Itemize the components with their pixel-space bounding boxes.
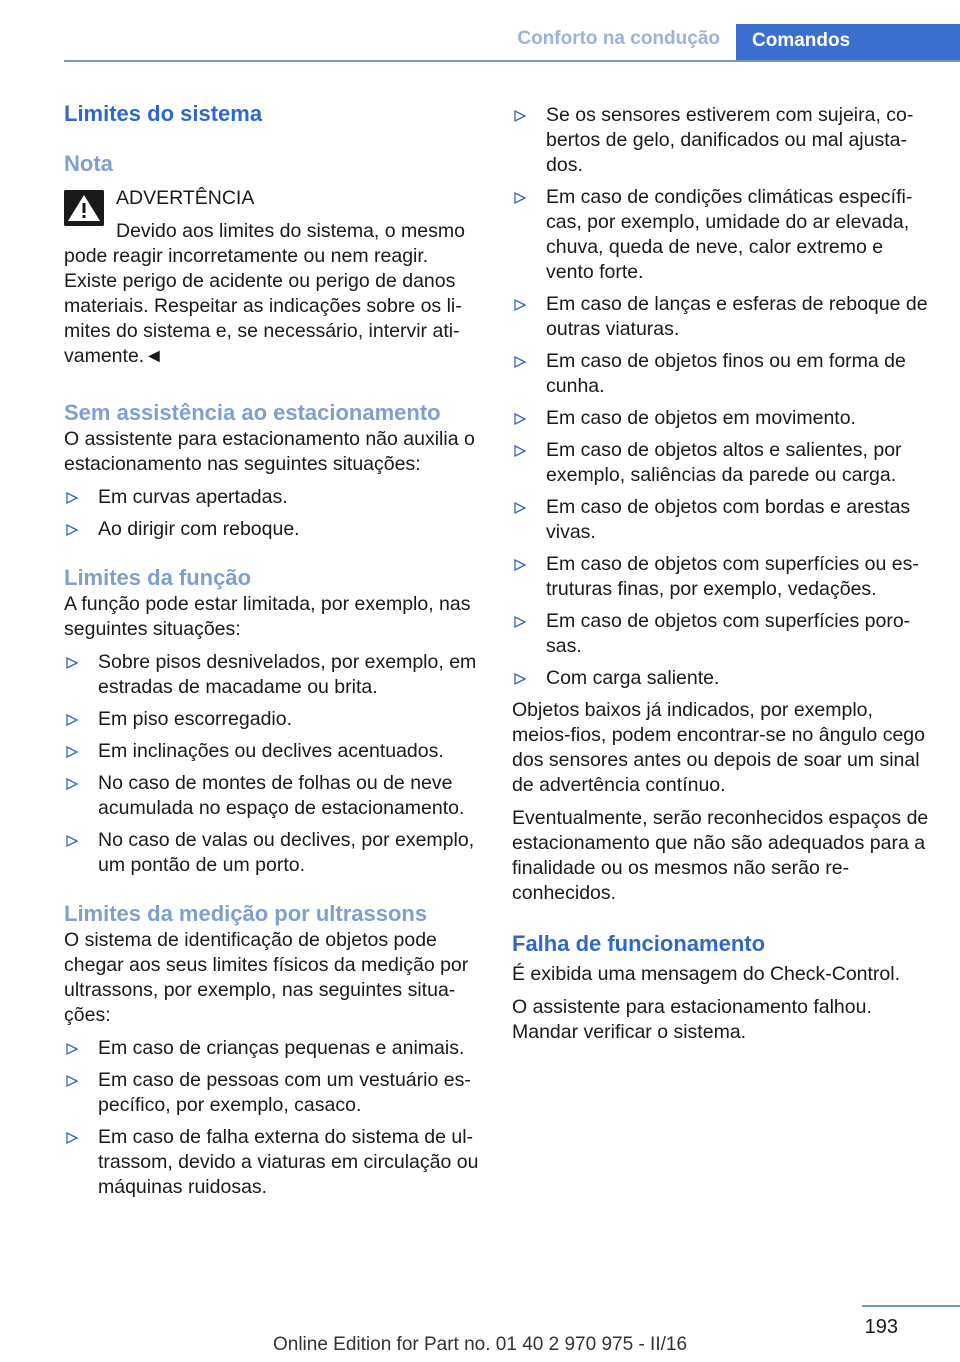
- ultrasonic-text: O sistema de identificação de objetos pode chegar aos seus limites físicos da medição por ultrassons, por exemplo, nas seguintes situa-ções:: [64, 929, 469, 1026]
- no-assist-title: Sem assistência ao estacionamento: [64, 400, 441, 425]
- warning-icon: [64, 190, 104, 226]
- page-number: 193: [864, 1316, 898, 1338]
- section-tab[interactable]: Conforto na condução: [517, 28, 720, 49]
- bullet-triangle-icon: [514, 559, 526, 571]
- list-item: Em caso de objetos com bordas e arestas vivas.: [512, 495, 930, 545]
- page-header: [64, 24, 960, 62]
- limits-title: Limites do sistema: [64, 101, 263, 126]
- list-item: Em piso escorregadio.: [64, 707, 482, 732]
- edition-footer: Online Edition for Part no. 01 40 2 970 975 - II/16: [272, 1334, 688, 1355]
- list-item: Em caso de objetos em movimento.: [512, 406, 930, 431]
- list-item: No caso de montes de folhas ou de neve acumulada no espaço de estacionamento.: [64, 771, 482, 821]
- list-item: Ao dirigir com reboque.: [64, 517, 482, 542]
- bullet-triangle-icon: [66, 835, 78, 847]
- bullet-triangle-icon: [66, 492, 78, 504]
- list-item: Em curvas apertadas.: [64, 485, 482, 510]
- right-condition-list: [512, 103, 930, 691]
- warning-text: Devido aos limites do sistema, o mesmo pode reagir incorretamente ou nem reagir. Existe perigo de acidente ou perigo de danos materiais. Respeitar as indicações sobre os li-mites do sistema e, se necessário, intervir ati-vamente.◄: [64, 220, 465, 367]
- ultrasonic-list: [64, 1036, 482, 1200]
- list-item: Em caso de objetos com superfícies poro-sas.: [512, 609, 930, 659]
- list-item: Em caso de crianças pequenas e animais.: [64, 1036, 482, 1061]
- note-title: Nota: [64, 151, 113, 176]
- warning-label: ADVERTÊNCIA: [116, 187, 255, 209]
- list-item: Sobre pisos desnivelados, por exemplo, em estradas de macadame ou brita.: [64, 650, 482, 700]
- bullet-triangle-icon: [514, 616, 526, 628]
- list-item: Em caso de objetos altos e salientes, por exemplo, saliências da parede ou carga.: [512, 438, 930, 488]
- list-item: Com carga saliente.: [512, 666, 930, 691]
- bullet-triangle-icon: [514, 413, 526, 425]
- malfunction-title: Falha de funcionamento: [512, 931, 766, 956]
- ultrasonic-title: Limites da medição por ultrassons: [64, 901, 428, 926]
- right-column: [512, 103, 930, 1045]
- header-divider: [64, 60, 960, 62]
- paragraph-low-objects: Objetos baixos já indicados, por exemplo, meios-fios, podem encontrar-se no ângulo cego dos sensores antes ou depois de soar um sinal de advertência contínuo.: [512, 699, 925, 796]
- bullet-triangle-icon: [66, 1075, 78, 1087]
- bullet-triangle-icon: [514, 192, 526, 204]
- bullet-triangle-icon: [66, 1043, 78, 1055]
- function-list: [64, 650, 482, 878]
- bullet-triangle-icon: [514, 110, 526, 122]
- list-item: No caso de valas ou declives, por exemplo, um pontão de um porto.: [64, 828, 482, 878]
- list-item: Em caso de objetos finos ou em forma de cunha.: [512, 349, 930, 399]
- paragraph-parking-spaces: Eventualmente, serão reconhecidos espaços de estacionamento que não são adequados para a finalidade ou os mesmos não serão re-conhecidos.: [512, 807, 929, 904]
- bullet-triangle-icon: [66, 714, 78, 726]
- no-assist-text: O assistente para estacionamento não auxilia o estacionamento nas seguintes situações:: [64, 428, 475, 475]
- bullet-triangle-icon: [514, 502, 526, 514]
- malfunction-text-2: O assistente para estacionamento falhou. Mandar verificar o sistema.: [512, 996, 872, 1043]
- chapter-tab[interactable]: Comandos: [736, 24, 960, 62]
- footer-divider: [862, 1305, 960, 1307]
- bullet-triangle-icon: [66, 746, 78, 758]
- no-assist-list: [64, 485, 482, 542]
- bullet-triangle-icon: [66, 657, 78, 669]
- list-item: Em caso de objetos com superfícies ou es-truturas finas, por exemplo, vedações.: [512, 552, 930, 602]
- warning-block: [64, 186, 482, 369]
- bullet-triangle-icon: [66, 778, 78, 790]
- list-item: Em caso de lanças e esferas de reboque de outras viaturas.: [512, 292, 930, 342]
- list-item: Em caso de condições climáticas específi-cas, por exemplo, umidade do ar elevada, chuva, queda de neve, calor extremo e vento forte.: [512, 185, 930, 285]
- list-item: Em caso de falha externa do sistema de ul-trassom, devido a viaturas em circulação ou máquinas ruidosas.: [64, 1125, 482, 1200]
- bullet-triangle-icon: [514, 299, 526, 311]
- list-item: Em inclinações ou declives acentuados.: [64, 739, 482, 764]
- bullet-triangle-icon: [514, 673, 526, 685]
- list-item: Em caso de pessoas com um vestuário es-pecífico, por exemplo, casaco.: [64, 1068, 482, 1118]
- function-text: A função pode estar limitada, por exemplo, nas seguintes situações:: [64, 593, 471, 640]
- bullet-triangle-icon: [514, 445, 526, 457]
- bullet-triangle-icon: [514, 356, 526, 368]
- function-title: Limites da função: [64, 565, 252, 590]
- malfunction-text-1: É exibida uma mensagem do Check-Control.: [512, 963, 901, 985]
- bullet-triangle-icon: [66, 1132, 78, 1144]
- bullet-triangle-icon: [66, 524, 78, 536]
- list-item: Se os sensores estiverem com sujeira, co-bertos de gelo, danificados ou mal ajusta-dos.: [512, 103, 930, 178]
- left-column: [64, 100, 482, 1207]
